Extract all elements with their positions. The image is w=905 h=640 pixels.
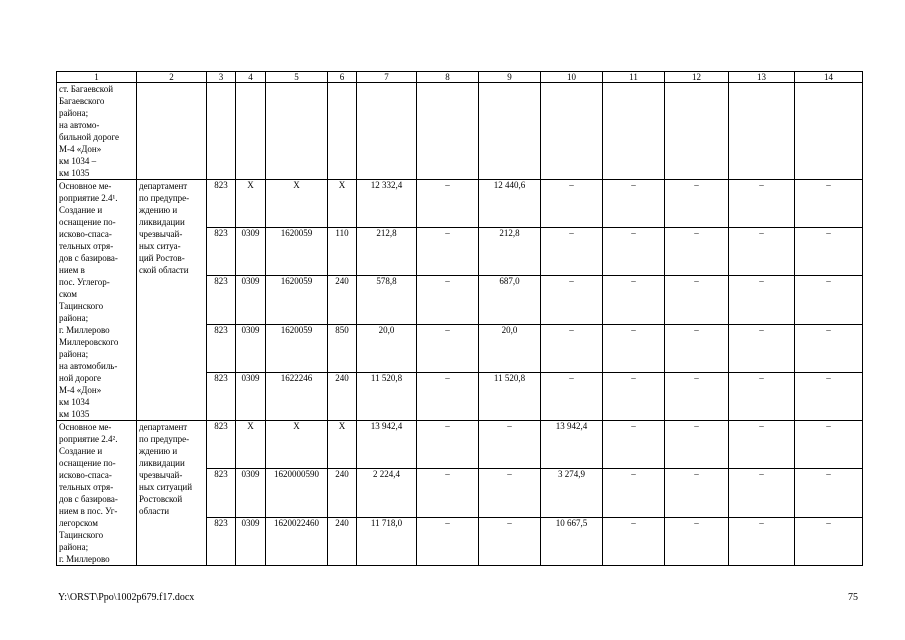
value-cell: 823 — [207, 180, 236, 228]
value-cell: – — [479, 517, 541, 565]
cell-line: исково-спаса- — [59, 229, 112, 239]
cell-line: района; — [59, 108, 89, 118]
value-cell: – — [729, 228, 795, 276]
empty-cell — [328, 83, 357, 180]
value-cell: – — [541, 180, 603, 228]
measure-name-cell — [57, 180, 137, 421]
cell-line: ликвидации — [139, 217, 185, 227]
value-cell: – — [417, 324, 479, 372]
value-cell: 823 — [207, 276, 236, 324]
value-cell: – — [603, 517, 665, 565]
value-cell: – — [729, 469, 795, 517]
cell-line: оснащение по- — [59, 458, 116, 468]
value-cell: – — [795, 228, 863, 276]
cell-line: км 1034 — [59, 397, 90, 407]
value-cell: 0309 — [236, 276, 266, 324]
header-cell: 9 — [479, 72, 541, 83]
value-cell: – — [417, 228, 479, 276]
cell-line: М-4 «Дон» — [59, 385, 102, 395]
value-cell: 578,8 — [357, 276, 417, 324]
header-cell: 5 — [266, 72, 328, 83]
empty-cell — [266, 83, 328, 180]
value-cell: 823 — [207, 517, 236, 565]
empty-cell — [729, 83, 795, 180]
value-cell: 823 — [207, 372, 236, 420]
cell-line: км 1035 — [59, 168, 90, 178]
empty-cell — [603, 83, 665, 180]
value-cell: – — [665, 228, 729, 276]
value-cell: – — [417, 517, 479, 565]
cell-line: Ростовской — [139, 494, 183, 504]
empty-cell — [236, 83, 266, 180]
executor-cell — [137, 180, 207, 421]
empty-cell — [795, 83, 863, 180]
cell-line: области — [139, 506, 170, 516]
value-cell: 0309 — [236, 228, 266, 276]
cell-line: ций Ростов- — [139, 253, 185, 263]
header-row — [57, 72, 863, 83]
cell-line: исково-спаса- — [59, 470, 112, 480]
cell-line: легорском — [59, 518, 98, 528]
value-cell: – — [603, 421, 665, 469]
value-cell: 212,8 — [357, 228, 417, 276]
header-cell: 8 — [417, 72, 479, 83]
value-cell: 240 — [328, 469, 357, 517]
cell-line: Тацинского — [59, 301, 104, 311]
cell-line: Создание и — [59, 205, 103, 215]
page-number: 75 — [848, 592, 858, 603]
value-cell: 1620059 — [266, 324, 328, 372]
value-cell: – — [603, 228, 665, 276]
value-cell: – — [603, 324, 665, 372]
cell-line: района; — [59, 542, 89, 552]
value-cell: X — [328, 180, 357, 228]
value-cell: – — [417, 180, 479, 228]
value-cell: – — [603, 180, 665, 228]
empty-cell — [541, 83, 603, 180]
value-cell: – — [729, 276, 795, 324]
header-cell: 13 — [729, 72, 795, 83]
value-cell: 20,0 — [479, 324, 541, 372]
executor-cell — [137, 421, 207, 566]
table-row — [57, 421, 863, 469]
cell-line: ждению и — [139, 205, 178, 215]
value-cell: X — [328, 421, 357, 469]
value-cell: – — [729, 421, 795, 469]
value-cell: 1620059 — [266, 228, 328, 276]
value-cell: 823 — [207, 324, 236, 372]
cell-line: ждению и — [139, 446, 178, 456]
empty-cell — [479, 83, 541, 180]
value-cell: 850 — [328, 324, 357, 372]
value-cell: – — [729, 517, 795, 565]
value-cell: – — [795, 517, 863, 565]
value-cell: X — [266, 421, 328, 469]
value-cell: – — [665, 372, 729, 420]
value-cell: – — [417, 469, 479, 517]
header-cell: 1 — [57, 72, 137, 83]
value-cell: – — [541, 228, 603, 276]
header-cell: 7 — [357, 72, 417, 83]
value-cell: – — [795, 180, 863, 228]
value-cell: – — [603, 372, 665, 420]
value-cell: 823 — [207, 228, 236, 276]
cell-line: дов с базирова- — [59, 494, 118, 504]
value-cell: 0309 — [236, 324, 266, 372]
value-cell: – — [795, 372, 863, 420]
value-cell: 11 718,0 — [357, 517, 417, 565]
cell-line: ных ситуаций — [139, 482, 193, 492]
value-cell: – — [417, 421, 479, 469]
cell-line: дов с базирова- — [59, 253, 118, 263]
value-cell: 0309 — [236, 469, 266, 517]
header-cell: 11 — [603, 72, 665, 83]
value-cell: 0309 — [236, 517, 266, 565]
value-cell: X — [266, 180, 328, 228]
cell-line: Создание и — [59, 446, 103, 456]
cell-line: тельных отря- — [59, 482, 114, 492]
value-cell: – — [665, 421, 729, 469]
value-cell: 12 440,6 — [479, 180, 541, 228]
value-cell: 13 942,4 — [541, 421, 603, 469]
value-cell: 3 274,9 — [541, 469, 603, 517]
cell-line: по предупре- — [139, 193, 190, 203]
value-cell: – — [665, 180, 729, 228]
value-cell: – — [729, 180, 795, 228]
value-cell: 11 520,8 — [357, 372, 417, 420]
cell-line: Основное ме- — [59, 181, 112, 191]
cell-line: км 1035 — [59, 409, 90, 419]
value-cell: X — [236, 421, 266, 469]
value-cell: 12 332,4 — [357, 180, 417, 228]
cell-line: роприятие 2.4¹. — [59, 193, 118, 203]
cell-line: департамент — [139, 181, 188, 191]
value-cell: 10 667,5 — [541, 517, 603, 565]
budget-table — [56, 71, 863, 566]
value-cell: 687,0 — [479, 276, 541, 324]
value-cell: 240 — [328, 517, 357, 565]
cell-line: ст. Багаевской — [59, 84, 114, 94]
cell-line: пос. Углегор- — [59, 277, 110, 287]
cell-line: тельных отря- — [59, 241, 114, 251]
cell-line: ных ситуа- — [139, 241, 181, 251]
empty-cell — [207, 83, 236, 180]
table-body — [57, 72, 863, 566]
cell-line: на автомо- — [59, 120, 100, 130]
header-cell: 12 — [665, 72, 729, 83]
value-cell: 110 — [328, 228, 357, 276]
value-cell: 11 520,8 — [479, 372, 541, 420]
empty-cell — [357, 83, 417, 180]
cell-line: Миллеровского — [59, 337, 119, 347]
value-cell: – — [795, 421, 863, 469]
value-cell: 20,0 — [357, 324, 417, 372]
value-cell: – — [541, 276, 603, 324]
header-cell: 14 — [795, 72, 863, 83]
value-cell: 823 — [207, 421, 236, 469]
value-cell: X — [236, 180, 266, 228]
cell-line: ной дороге — [59, 373, 102, 383]
header-cell: 2 — [137, 72, 207, 83]
cell-line: района; — [59, 313, 89, 323]
empty-cell — [417, 83, 479, 180]
measure-name-cell — [57, 421, 137, 566]
value-cell: 823 — [207, 469, 236, 517]
value-cell: – — [479, 421, 541, 469]
cell-line: района; — [59, 349, 89, 359]
value-cell: – — [795, 276, 863, 324]
value-cell: – — [665, 517, 729, 565]
value-cell: – — [417, 276, 479, 324]
value-cell: – — [479, 469, 541, 517]
header-cell: 3 — [207, 72, 236, 83]
value-cell: – — [795, 324, 863, 372]
value-cell: 13 942,4 — [357, 421, 417, 469]
value-cell: – — [795, 469, 863, 517]
measure-name-cell — [57, 83, 137, 180]
cell-line: чрезвычай- — [139, 470, 183, 480]
header-cell: 4 — [236, 72, 266, 83]
value-cell: – — [541, 324, 603, 372]
value-cell: – — [665, 324, 729, 372]
cell-line: нием в пос. Уг- — [59, 506, 118, 516]
value-cell: – — [417, 372, 479, 420]
value-cell: – — [665, 469, 729, 517]
cell-line: на автомобиль- — [59, 361, 118, 371]
cell-line: бильной дороге — [59, 132, 120, 142]
value-cell: – — [603, 276, 665, 324]
cell-line: чрезвычай- — [139, 229, 183, 239]
empty-cell — [137, 83, 207, 180]
cell-line: нием в — [59, 265, 85, 275]
cell-line: по предупре- — [139, 434, 190, 444]
value-cell: 240 — [328, 276, 357, 324]
value-cell: – — [541, 372, 603, 420]
cell-line: ликвидации — [139, 458, 185, 468]
table-row — [57, 83, 863, 180]
header-cell: 6 — [328, 72, 357, 83]
value-cell: 0309 — [236, 372, 266, 420]
cell-line: г. Миллерово — [59, 554, 110, 564]
empty-cell — [665, 83, 729, 180]
value-cell: – — [603, 469, 665, 517]
value-cell: – — [729, 372, 795, 420]
cell-line: Тацинского — [59, 530, 104, 540]
header-cell: 10 — [541, 72, 603, 83]
cell-line: ской области — [139, 265, 189, 275]
cell-line: департамент — [139, 422, 188, 432]
cell-line: роприятие 2.4². — [59, 434, 118, 444]
cell-line: ском — [59, 289, 77, 299]
value-cell: – — [729, 324, 795, 372]
value-cell: 1620000590 — [266, 469, 328, 517]
value-cell: 1620059 — [266, 276, 328, 324]
cell-line: Багаевского — [59, 96, 105, 106]
value-cell: 1620022460 — [266, 517, 328, 565]
value-cell: 1622246 — [266, 372, 328, 420]
table-row — [57, 180, 863, 228]
footer-file-path: Y:\ORST\Ppo\1002p679.f17.docx — [58, 592, 195, 603]
value-cell: 2 224,4 — [357, 469, 417, 517]
cell-line: км 1034 – — [59, 156, 97, 166]
cell-line: М-4 «Дон» — [59, 144, 102, 154]
value-cell: – — [665, 276, 729, 324]
cell-line: оснащение по- — [59, 217, 116, 227]
value-cell: 212,8 — [479, 228, 541, 276]
value-cell: 240 — [328, 372, 357, 420]
cell-line: Основное ме- — [59, 422, 112, 432]
cell-line: г. Миллерово — [59, 325, 110, 335]
